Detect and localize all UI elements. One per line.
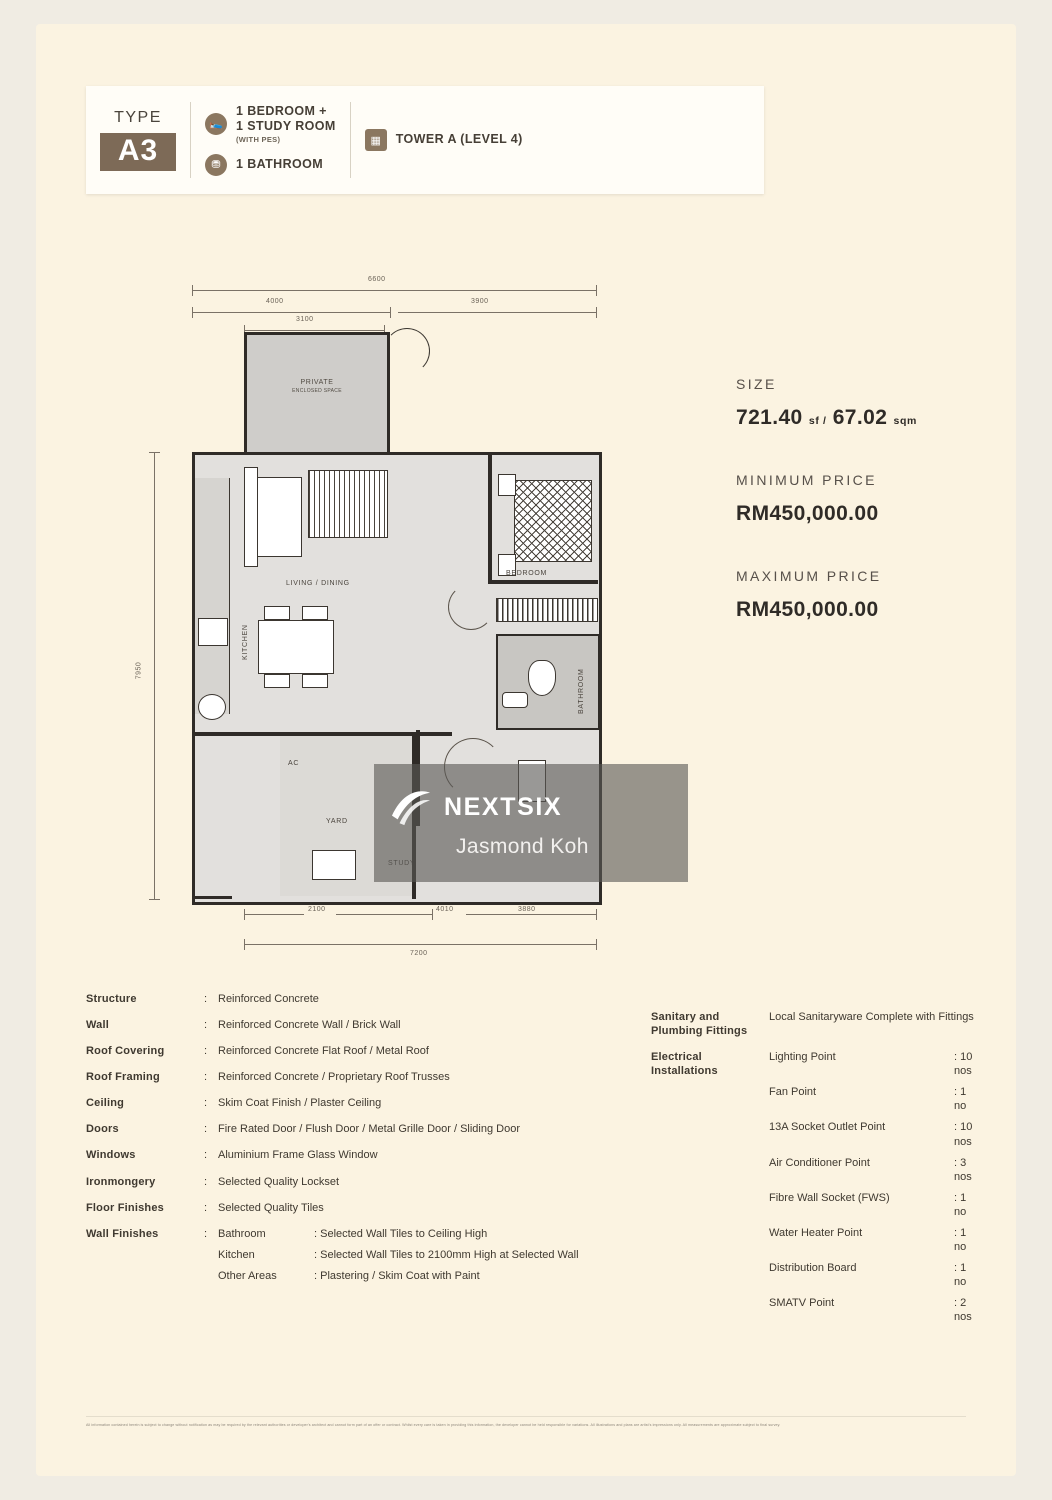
wall-finish-value: : Selected Wall Tiles to Ceiling High [314, 1227, 488, 1240]
spec-left-column [86, 992, 646, 1302]
wall-finish-row [218, 1227, 646, 1241]
electrical-qty: : 2 nos [954, 1297, 972, 1324]
electrical-qty: : 1 no [954, 1086, 967, 1113]
dim-top-right: 3900 [471, 298, 489, 305]
electrical-row [769, 1226, 981, 1254]
hob [198, 618, 228, 646]
size-caption: SIZE [736, 376, 777, 392]
electrical-row [769, 1156, 981, 1184]
spec-colon: : [204, 1123, 208, 1136]
spec-key: Sanitary and Plumbing Fittings [651, 1011, 748, 1038]
dim-tick [432, 909, 433, 920]
max-price-caption: MAXIMUM PRICE [736, 568, 882, 584]
wall-finish-value: : Plastering / Skim Coat with Paint [314, 1269, 480, 1282]
tower-row [365, 129, 523, 151]
spec-row [86, 1122, 646, 1136]
dining-chair [302, 606, 328, 620]
dim-tick [244, 909, 245, 920]
living-label: LIVING / DINING [286, 580, 350, 587]
electrical-item: SMATV Point [769, 1297, 835, 1310]
nightstand [498, 474, 516, 496]
electrical-row [769, 1191, 981, 1219]
electrical-row [769, 1120, 981, 1148]
spec-key: Roof Covering [86, 1045, 165, 1058]
spec-colon: : [204, 1019, 208, 1032]
min-price-value: RM450,000.00 [736, 502, 879, 525]
spec-value: Selected Quality Tiles [218, 1201, 324, 1214]
spec-value: Skim Coat Finish / Plaster Ceiling [218, 1097, 382, 1110]
unit-composition [191, 86, 350, 194]
dim-bottom-2: 4010 [436, 906, 454, 913]
dim-tick [192, 307, 193, 318]
spec-key: Wall [86, 1019, 110, 1032]
dim-bottom-3-line [466, 914, 596, 915]
wall-finish-row [218, 1248, 646, 1262]
balcony-label [247, 379, 387, 394]
spec-value: Aluminium Frame Glass Window [218, 1149, 378, 1162]
spec-value: Reinforced Concrete Wall / Brick Wall [218, 1019, 401, 1032]
size-sf: 721.40 [736, 406, 803, 429]
watermark-agent: Jasmond Koh [456, 835, 589, 858]
min-price-caption: MINIMUM PRICE [736, 472, 877, 488]
spec-key: Ironmongery [86, 1175, 156, 1188]
spec-row-electrical [651, 1050, 981, 1331]
wall-finish-area: Other Areas [218, 1269, 277, 1282]
max-price-value: RM450,000.00 [736, 598, 879, 621]
electrical-qty: : 1 no [954, 1262, 967, 1289]
spec-row-sanitary [651, 1010, 981, 1038]
balcony-sub-text: ENCLOSED SPACE [292, 388, 342, 394]
spec-right-column [651, 1010, 981, 1343]
building-icon: ▦ [365, 129, 387, 151]
spec-value: Reinforced Concrete [218, 993, 319, 1005]
dim-tick [596, 939, 597, 950]
wall-finish-area: Kitchen [218, 1248, 255, 1261]
unit-type-box [86, 86, 190, 194]
tower-info [351, 86, 537, 194]
dim-bottom-1-line [244, 914, 304, 915]
spec-colon: : [204, 1149, 208, 1162]
dim-tick [192, 285, 193, 296]
electrical-row [769, 1050, 981, 1078]
nextsix-logo-icon [388, 787, 434, 827]
dim-top-overall-line [192, 290, 596, 291]
spec-row [86, 1070, 646, 1084]
spec-value: Reinforced Concrete Flat Roof / Metal Roof [218, 1045, 429, 1058]
bathroom-row [205, 154, 336, 176]
dim-bottom-2-line [336, 914, 432, 915]
dim-tick [596, 307, 597, 318]
spec-colon: : [204, 1071, 208, 1084]
brochure-page [36, 24, 1016, 1476]
dim-top-left-line [192, 312, 390, 313]
spec-row [86, 992, 646, 1006]
spec-colon: : [204, 1045, 208, 1058]
ac-label: AC [288, 760, 300, 767]
electrical-item: Air Conditioner Point [769, 1156, 870, 1169]
dim-tick [596, 285, 597, 296]
dim-bottom-1: 2100 [308, 906, 326, 913]
kitchen-counter [195, 478, 230, 714]
dim-top-right-line [398, 312, 596, 313]
bedroom-row [205, 104, 336, 144]
watermark-overlay [374, 764, 688, 882]
electrical-qty: : 3 nos [954, 1156, 972, 1183]
spec-key: Doors [86, 1123, 119, 1136]
dim-tick [149, 899, 160, 900]
electrical-qty: : 10 nos [954, 1121, 973, 1148]
spec-value [218, 1227, 646, 1290]
bathroom-label: BATHROOM [578, 668, 585, 714]
bedroom-label: BEDROOM [506, 570, 548, 577]
electrical-row [769, 1261, 981, 1289]
spec-key: Wall Finishes [86, 1227, 159, 1240]
dim-top-overall: 6600 [368, 276, 386, 283]
dim-top-left: 4000 [266, 298, 284, 305]
electrical-qty: : 1 no [954, 1191, 967, 1218]
dining-table [258, 620, 334, 674]
dim-tick [596, 909, 597, 920]
disclaimer: All information contained herein is subject to change without notification as may be required by the relevant authorities or developer's architect and cannot form part of an offer or contract. Whilst every care is taken in providing this information, the developer cannot be held responsible for variations. All illustrations and plans are artist's impressions only. All measurements are approximate subject to final survey. [86, 1416, 966, 1428]
type-code: A3 [100, 133, 176, 171]
electrical-qty: : 1 no [954, 1226, 967, 1254]
dim-balcony-line [244, 330, 384, 331]
watermark-brand: NEXTSIX [444, 792, 563, 821]
private-enclosed-space [244, 332, 390, 460]
dim-bottom-overall: 7200 [410, 950, 428, 957]
bedroom-label [236, 104, 336, 144]
sofa-back [244, 467, 258, 567]
bed-icon: 🛌 [205, 113, 227, 135]
dim-bottom-overall-line [244, 944, 596, 945]
spec-colon: : [204, 1227, 208, 1240]
bedroom-door-swing [448, 584, 494, 630]
bedroom-line-2: 1 STUDY ROOM [236, 119, 336, 134]
spec-key: Windows [86, 1149, 136, 1162]
bedroom-wall [488, 452, 492, 584]
bathroom-label: 1 BATHROOM [236, 157, 324, 172]
electrical-qty: : 10 nos [954, 1051, 973, 1078]
bedroom-sub: (WITH PES) [236, 134, 281, 144]
dim-left-line [154, 452, 155, 899]
spec-colon: : [204, 1097, 208, 1110]
spec-row-wall-finishes [86, 1227, 646, 1290]
toilet [528, 660, 556, 696]
electrical-item: 13A Socket Outlet Point [769, 1121, 886, 1134]
wash-basin [502, 692, 528, 708]
spec-key: Floor Finishes [86, 1201, 164, 1214]
spec-value: Selected Quality Lockset [218, 1175, 340, 1188]
spec-row [86, 1148, 646, 1162]
electrical-item: Lighting Point [769, 1051, 836, 1064]
watermark-brand-row [388, 787, 688, 827]
spec-value: Fire Rated Door / Flush Door / Metal Grille Door / Sliding Door [218, 1123, 520, 1136]
size-unit-sqm: sqm [893, 415, 917, 427]
size-unit-sf: sf / [808, 415, 827, 427]
dim-balcony: 3100 [296, 316, 314, 323]
size-value [736, 406, 986, 430]
unit-header [86, 86, 764, 194]
dining-chair [264, 606, 290, 620]
yard-label: YARD [326, 818, 348, 825]
wall-finish-value: : Selected Wall Tiles to 2100mm High at Selected Wall [314, 1248, 579, 1261]
electrical-row [769, 1085, 981, 1113]
spec-key: Structure [86, 993, 137, 1005]
dim-left-height: 7950 [135, 661, 143, 680]
dim-bottom-3: 3880 [518, 906, 536, 913]
study-desk [312, 850, 356, 880]
wardrobe [496, 598, 598, 622]
spec-value: Local Sanitaryware Complete with Fittings [769, 1011, 974, 1023]
size-sqm: 67.02 [832, 406, 888, 429]
spec-colon: : [204, 993, 208, 1005]
tv-console [308, 470, 388, 538]
electrical-row [769, 1296, 981, 1324]
wall-finish-row [218, 1269, 646, 1283]
spec-row [86, 1018, 646, 1032]
electrical-item: Fibre Wall Socket (FWS) [769, 1191, 890, 1204]
unit-info-panel [736, 376, 986, 664]
spec-row [86, 1175, 646, 1189]
electrical-item: Fan Point [769, 1086, 817, 1099]
bedroom-wall [488, 580, 598, 584]
spec-colon: : [204, 1175, 208, 1188]
spec-colon: : [204, 1201, 208, 1214]
dining-chair [264, 674, 290, 688]
spec-row [86, 1096, 646, 1110]
sofa-seat [254, 477, 302, 557]
dining-chair [302, 674, 328, 688]
electrical-item: Distribution Board [769, 1262, 857, 1275]
exterior-wall [192, 896, 232, 899]
sink [198, 694, 226, 720]
spec-row [86, 1201, 646, 1215]
kitchen-label: KITCHEN [242, 624, 249, 660]
bed [514, 480, 592, 562]
dim-tick [390, 307, 391, 318]
balcony-door-swing [384, 328, 430, 374]
electrical-item: Water Heater Point [769, 1226, 863, 1239]
spec-value [769, 1050, 981, 1331]
dim-tick [244, 939, 245, 950]
balcony-label-text: PRIVATE [300, 379, 334, 386]
spec-value: Reinforced Concrete / Proprietary Roof Trusses [218, 1071, 450, 1084]
type-label: TYPE [114, 109, 162, 127]
spec-key: Electrical Installations [651, 1051, 718, 1078]
spec-key: Roof Framing [86, 1071, 160, 1084]
spec-row [86, 1044, 646, 1058]
bedroom-line-1: 1 BEDROOM + [236, 104, 327, 119]
tower-label: TOWER A (LEVEL 4) [395, 132, 523, 147]
spec-key: Ceiling [86, 1097, 125, 1110]
dim-tick [149, 452, 160, 453]
bathtub-icon: ⛃ [205, 154, 227, 176]
wall-finish-area: Bathroom [218, 1227, 266, 1240]
